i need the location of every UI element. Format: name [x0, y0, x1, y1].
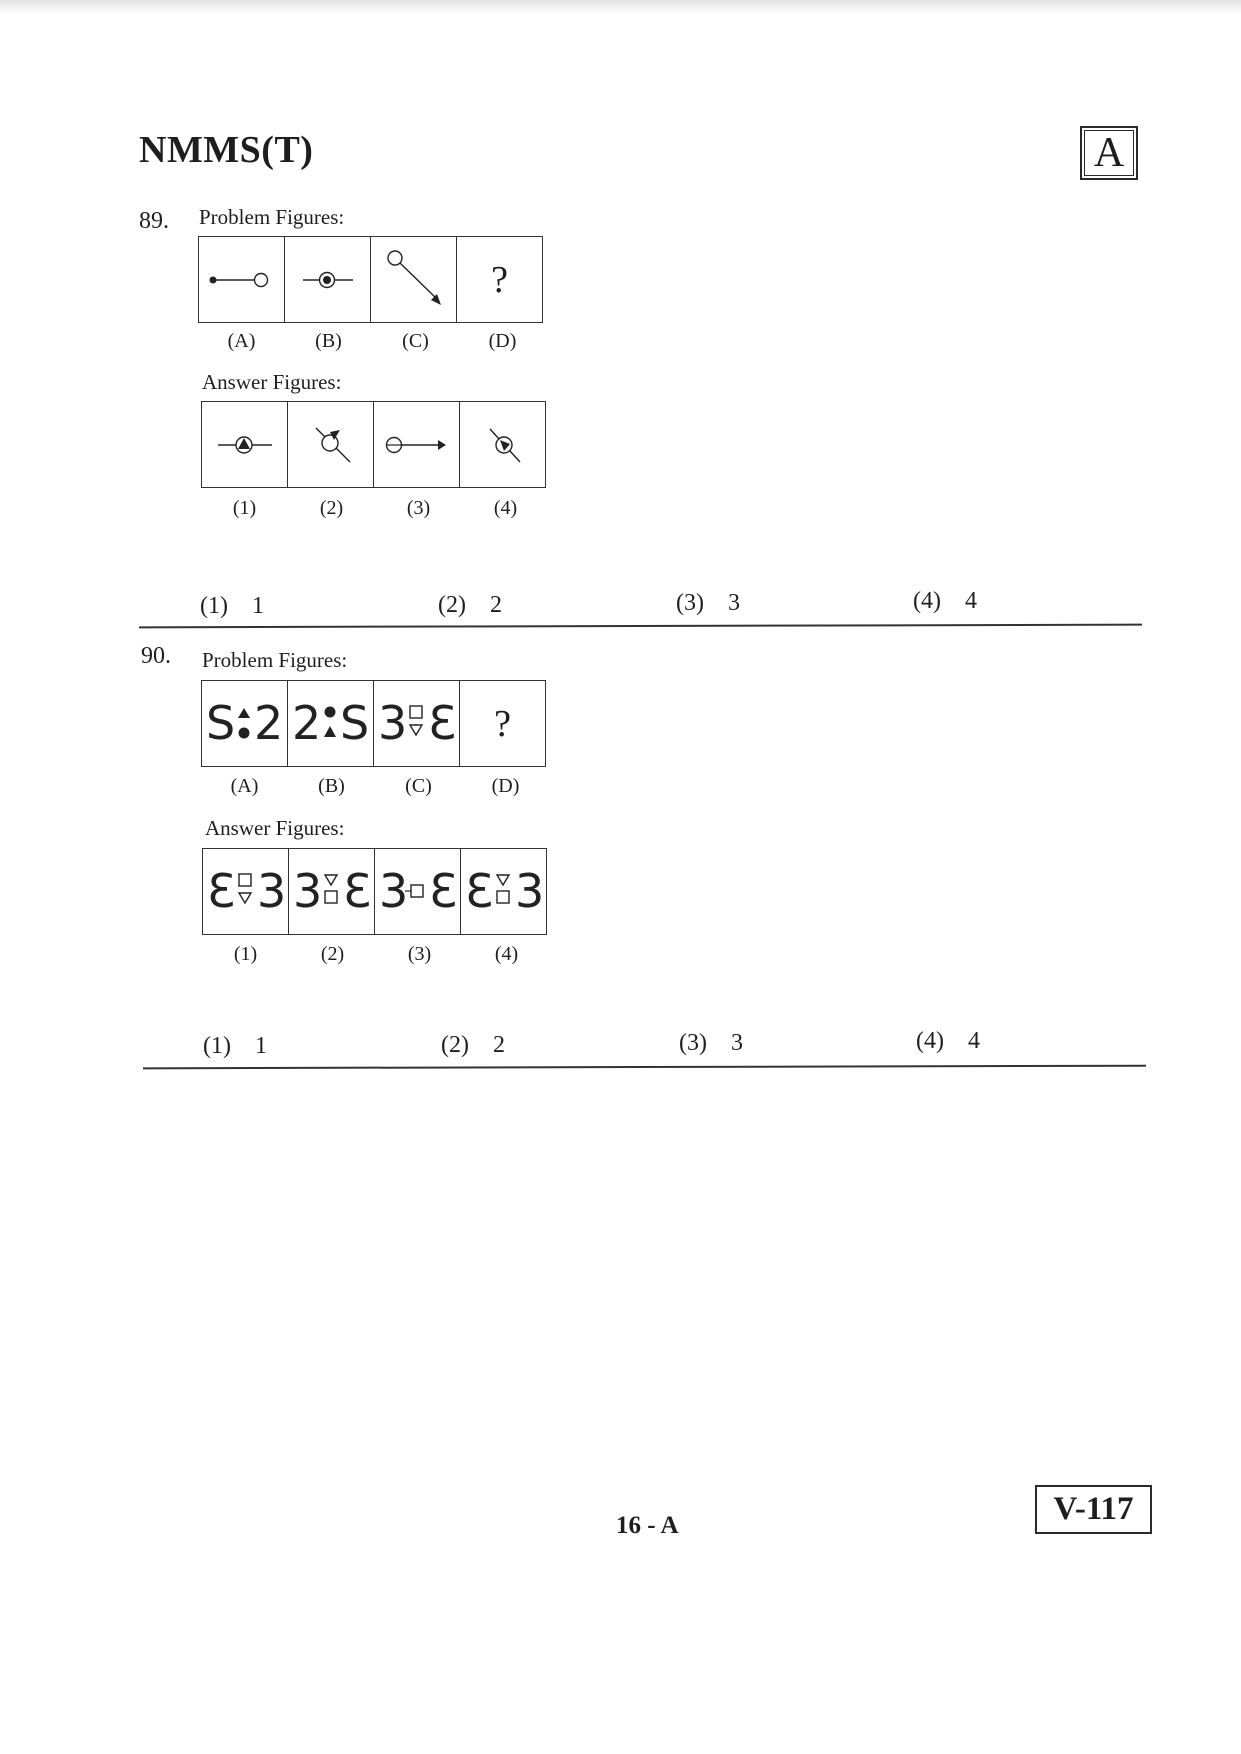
figure-label: (C) — [402, 330, 429, 352]
svg-text:S: S — [340, 696, 370, 750]
figure-label: (B) — [315, 330, 342, 352]
q90-problem-figure-a — [202, 681, 288, 766]
q89-option-1[interactable] — [200, 593, 264, 620]
svg-text:2: 2 — [292, 696, 322, 750]
q90-problem-labels — [201, 775, 549, 798]
q90-option-3[interactable] — [679, 1030, 743, 1057]
q90-answer-label: Answer Figures: — [205, 816, 345, 840]
q90-problem-figure-b — [288, 681, 374, 766]
svg-text:3: 3 — [257, 864, 287, 918]
question-89-number: 89. — [139, 208, 169, 234]
q90-problem-label: Problem Figures: — [202, 648, 348, 672]
svg-text:3: 3 — [379, 864, 409, 918]
option-number: (3) — [679, 1030, 707, 1056]
q90-problem-figure-d — [460, 681, 545, 766]
option-number: (3) — [676, 590, 704, 616]
q89-problem-figures — [198, 236, 543, 323]
page-number: 16 - A — [616, 1512, 679, 1539]
figure-label: (A) — [227, 330, 256, 352]
q90-option-2[interactable] — [441, 1032, 505, 1059]
option-number: (2) — [438, 592, 466, 618]
svg-text:3: 3 — [378, 696, 408, 750]
q90-answer-figure-2[interactable] — [289, 849, 375, 934]
figure-label: (D) — [491, 775, 520, 797]
figure-label: (1) — [232, 497, 257, 519]
q90-answer-labels — [202, 943, 550, 966]
q89-answer-figure-3[interactable] — [374, 402, 460, 487]
q90-problem-figures — [201, 680, 546, 767]
option-value: 3 — [728, 590, 740, 616]
figure-label: (2) — [320, 943, 345, 965]
svg-text:3: 3 — [293, 864, 323, 918]
q89-answer-figures — [201, 401, 546, 488]
figure-label: (D) — [488, 330, 517, 352]
figure-label: (C) — [405, 775, 432, 797]
svg-text:Ɛ: Ɛ — [428, 696, 457, 750]
svg-text:S: S — [206, 696, 236, 750]
figure-label: (2) — [319, 497, 344, 519]
option-value: 2 — [490, 592, 502, 618]
q90-answer-figure-3[interactable] — [375, 849, 461, 934]
q89-option-3[interactable] — [676, 590, 740, 617]
option-value: 4 — [965, 588, 977, 614]
figure-label: (1) — [233, 943, 258, 965]
page-title: NMMS(T) — [139, 129, 314, 171]
q89-answer-figure-2[interactable] — [288, 402, 374, 487]
q89-problem-labels — [198, 330, 546, 353]
svg-text:3: 3 — [515, 864, 545, 918]
missing-figure-mark: ? — [494, 702, 511, 745]
question-90-number: 90. — [141, 643, 171, 669]
option-number: (1) — [200, 593, 228, 619]
q89-problem-figure-a — [199, 237, 285, 322]
q89-separator — [139, 624, 1142, 628]
missing-figure-mark: ? — [491, 258, 508, 301]
option-value: 2 — [493, 1032, 505, 1058]
q89-answer-figure-1[interactable] — [202, 402, 288, 487]
figure-label: (B) — [318, 775, 345, 797]
option-number: (4) — [916, 1028, 944, 1054]
q90-answer-figure-1[interactable] — [203, 849, 289, 934]
q89-option-2[interactable] — [438, 592, 502, 619]
q90-answer-figures — [202, 848, 547, 935]
svg-text:2: 2 — [254, 696, 284, 750]
option-number: (2) — [441, 1032, 469, 1058]
option-number: (1) — [203, 1033, 231, 1059]
figure-label: (4) — [494, 943, 519, 965]
figure-label: (3) — [406, 497, 431, 519]
option-value: 4 — [968, 1028, 980, 1054]
option-value: 3 — [731, 1030, 743, 1056]
q90-answer-figure-4[interactable] — [461, 849, 546, 934]
q89-option-4[interactable] — [913, 588, 977, 615]
q89-answer-figure-4[interactable] — [460, 402, 545, 487]
q89-answer-label: Answer Figures: — [202, 370, 342, 394]
q90-separator — [143, 1065, 1146, 1069]
q89-answer-labels — [201, 497, 549, 520]
scan-edge — [0, 0, 1241, 14]
svg-text:Ɛ: Ɛ — [207, 864, 236, 918]
q89-problem-label: Problem Figures: — [199, 205, 345, 229]
q89-problem-figure-b — [285, 237, 371, 322]
q90-problem-figure-c — [374, 681, 460, 766]
option-value: 1 — [252, 593, 264, 619]
svg-text:Ɛ: Ɛ — [465, 864, 494, 918]
set-code-box: A — [1080, 126, 1138, 180]
figure-label: (3) — [407, 943, 432, 965]
option-value: 1 — [255, 1033, 267, 1059]
q90-option-4[interactable] — [916, 1028, 980, 1055]
q89-problem-figure-d — [457, 237, 542, 322]
figure-label: (4) — [493, 497, 518, 519]
option-number: (4) — [913, 588, 941, 614]
q90-option-1[interactable] — [203, 1033, 267, 1060]
svg-text:Ɛ: Ɛ — [343, 864, 372, 918]
q89-problem-figure-c — [371, 237, 457, 322]
svg-text:Ɛ: Ɛ — [429, 864, 458, 918]
figure-label: (A) — [230, 775, 259, 797]
paper-code-box: V-117 — [1035, 1485, 1152, 1534]
